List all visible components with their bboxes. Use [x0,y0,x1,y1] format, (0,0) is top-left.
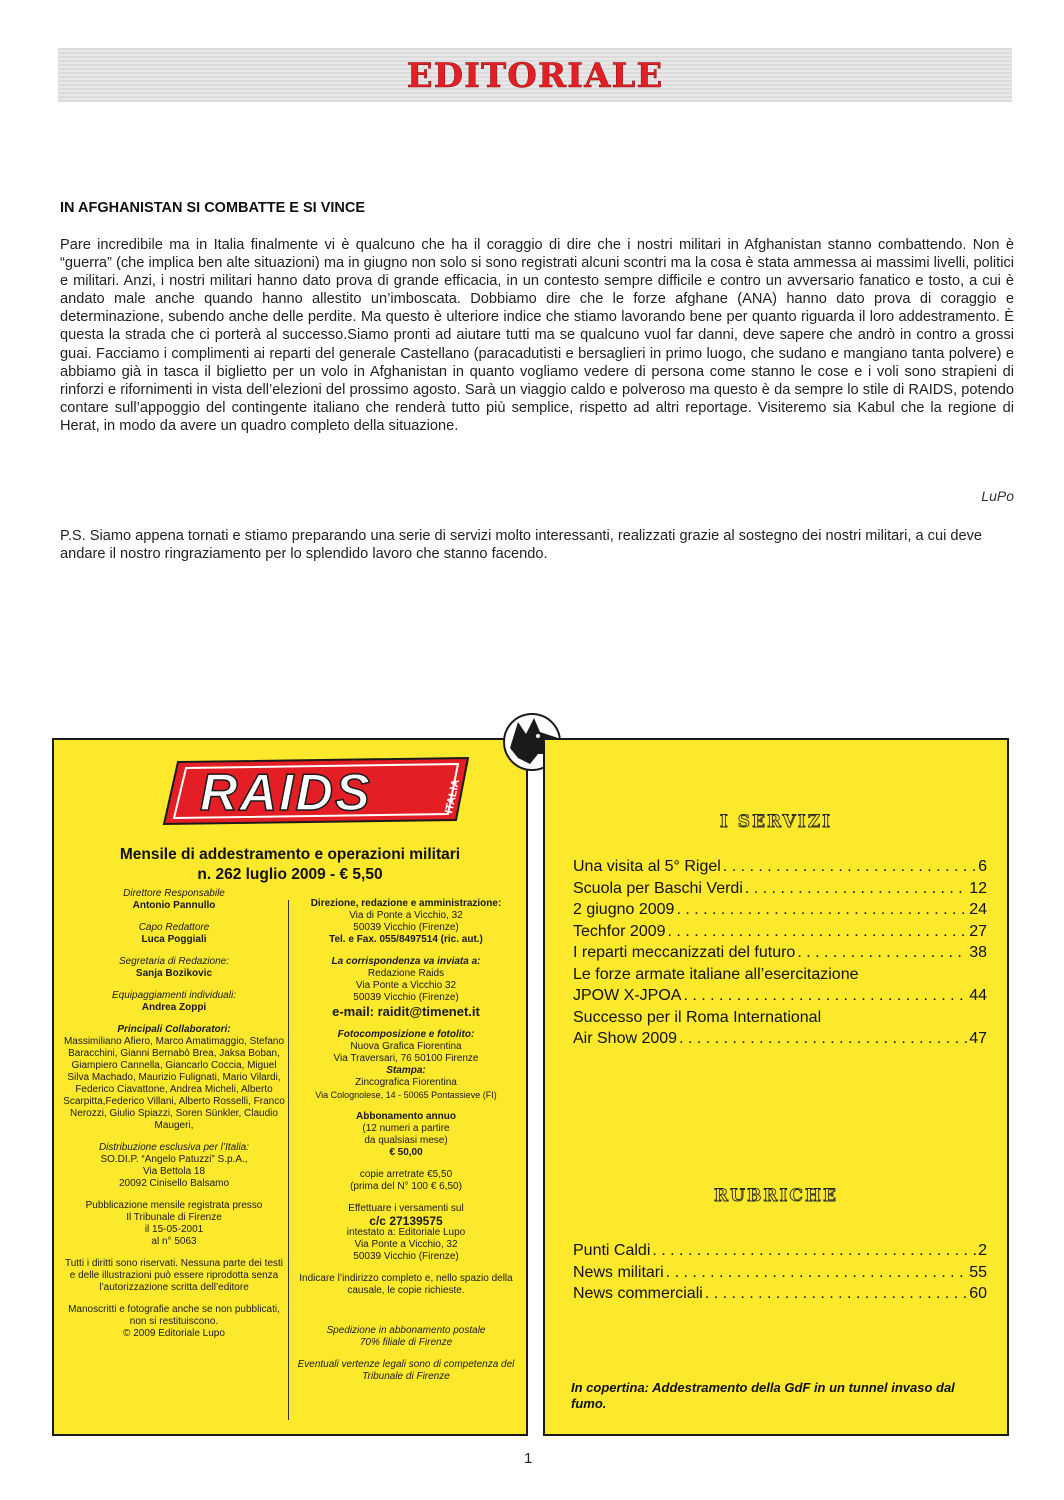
article-title: IN AFGHANISTAN SI COMBATTE E SI VINCE [60,200,366,216]
segreteria-label: Segretaria di Redazione: [118,956,230,967]
capo-label: Capo Redattore [138,922,210,933]
copyright: © 2009 Editoriale Lupo [123,1328,225,1339]
column-divider [288,900,289,1420]
distrib2: Via Bettola 18 [142,1166,206,1177]
equip: Andrea Zoppi [141,1002,207,1013]
article-signature: LuPo [981,488,1014,504]
direttore: Antonio Pannullo [132,900,216,911]
toc-dots [683,985,967,1007]
email: e-mail: raidit@timenet.it [332,1004,480,1019]
toc-item[interactable] [573,856,987,878]
masthead-box [52,738,528,1436]
rubriche-heading: RUBRICHE [714,1186,838,1206]
direzione1: Via di Ponte a Vicchio, 32 [349,910,463,921]
arretrate1: copie arretrate €5,50 [359,1169,453,1180]
toc-dots [666,1262,968,1284]
spedizione2: 70% filiale di Firenze [359,1337,453,1348]
direzione2: 50039 Vicchio (Firenze) [353,922,459,933]
toc-title: JPOW X-JPOA [573,987,682,1004]
toc-dots [723,856,976,878]
toc-page: 38 [969,944,987,961]
registr2: Il Tribunale di Firenze [126,1212,222,1223]
toc-dots [705,1283,967,1305]
registr4: al n° 5063 [151,1236,197,1247]
foto-label: Fotocomposizione e fotolito: [337,1029,475,1040]
corrisp1: Redazione Raids [367,968,445,979]
vertenze: Eventuali vertenze legali sono di competenza del Tribunale di Firenze [297,1359,515,1382]
toc-title: News commerciali [573,1285,703,1302]
abb1: (12 numeri a partire [362,1123,450,1134]
toc-title: I reparti meccanizzati del futuro [573,944,796,961]
stampa-label: Stampa: [386,1065,426,1076]
toc-dots [668,921,968,943]
page-title: EDITORIALE [406,56,664,96]
distrib3: 20092 Cinisello Balsamo [118,1178,230,1189]
toc-page: 12 [969,879,987,897]
header-band [58,48,1012,102]
logo-sub-text: ITALIA [443,778,463,815]
masthead-left-column [62,888,286,1350]
servizi-list [573,856,987,1050]
segreteria: Sanja Bozikovic [135,968,213,979]
toc-box [543,738,1009,1436]
toc-dots [676,899,967,921]
toc-title-line1: Successo per il Roma International [573,1008,822,1026]
page-number: 1 [524,1450,533,1467]
registr1: Pubblicazione mensile registrata presso [85,1200,263,1211]
distrib-label: Distribuzione esclusiva per l’Italia: [98,1142,250,1153]
indicare: Indicare l’indirizzo completo e, nello spazio della causale, le copie richieste. [299,1273,513,1296]
servizi-heading: I SERVIZI [719,812,833,832]
abb-label: Abbonamento annuo [356,1111,456,1122]
corrisp3: 50039 Vicchio (Firenze) [353,992,459,1003]
versamenti1: Effettuare i versamenti sul [348,1203,464,1214]
cover-caption: In copertina: Addestramento della GdF in un tunnel invaso dal fumo. [571,1380,955,1411]
toc-page: 55 [969,1263,987,1281]
toc-page: 6 [978,858,987,875]
toc-title: News militari [573,1263,664,1281]
toc-page: 24 [969,901,987,918]
toc-item[interactable] [573,921,987,943]
collab-label: Principali Collaboratori: [117,1024,231,1035]
versamenti4: Via Ponte a Vicchio, 32 [354,1239,458,1250]
toc-title: 2 giugno 2009 [573,901,675,918]
toc-page: 27 [969,922,987,940]
arretrate2: (prima del N° 100 € 6,50) [350,1181,462,1192]
direttore-label: Direttore Responsabile [123,888,225,899]
versamenti5: 50039 Vicchio (Firenze) [353,1251,459,1262]
distrib1: SO.DI.P. “Angelo Patuzzi” S.p.A., [100,1154,248,1165]
toc-item[interactable] [573,942,987,964]
article-body: Pare incredibile ma in Italia finalmente vi è qualcuno che ha il coraggio di dire che i nostri militari in Afghanistan stanno combattendo. Non è “guerra” (che implica ben alte situazioni) ma in giugno non solo si sono registrati alcuni scontri ma la cosa è stata ammessa ai massimi livelli, politici e militari. Anzi, i nostri militari hanno dato prova di grande efficacia, in un contesto sempre difficile e contro un avversario fanatico e tosto, a cui è andato male anche quando hanno allestito un’imboscata. Dobbiamo dire che le forze afghane (ANA) hanno dato prova di coraggio e determinazione, subendo anche delle perdite. Ma questo è ulteriore indice che stiamo lavorando bene per quanto riguarda il loro addestramento. È questa la strada che ci porterà al successo.Siamo pronti ad aiutare tutti ma se qualcuno vuol far danni, deve sapere che andrò in contro a grossi guai. Facciamo i complimenti ai reparti del generale Castellano (paracadutisti e bersaglieri in primo luogo, che sudano e mangiano tanta polvere) e abbiamo già in tasca il biglietto per un volo in Afghanistan in quanto vogliamo vedere di persona come stanno le cose e i voli sono strapieni di rinforzi e rifornimenti in vista dell’elezioni del prossimo agosto. Sarà un viaggio caldo e polveroso ma questo è da sempre lo stile di RAIDS, potendo contare sull’appoggio del contingente italiano che renderà tutto più semplice, rispetto ad altri reportage. Visiteremo sia Kabul che la regione di Herat, in modo da avere un quadro completo della situazione. [60,237,1014,434]
toc-dots [745,878,967,900]
toc-item[interactable] [573,1262,987,1284]
toc-item[interactable] [573,878,987,900]
masthead-right-column [292,898,520,1393]
toc-dots [797,942,967,964]
equip-label: Equipaggiamenti individuali: [112,990,236,1001]
rubriche-list [573,1240,987,1305]
abb3: € 50,00 [389,1147,423,1158]
collab: Massimiliano Afiero, Marco Amatimaggio, Stefano Baracchini, Gianni Bernabò Brea, Jaksa Boban, Giampiero Cannella, Giancarlo Coccia, Miguel Silva Machado, Maurizio Fulignati, Mario Vilardi, Federico Ciavattone, Andrea Micheli, Alberto Scarpitta,Federico Villani, Alberto Rosselli, Franco Nerozzi, Giulio Spiazzi, Soren Sünkler, Claudio Maugeri, [63,1036,285,1131]
toc-title: Techfor 2009 [573,922,666,940]
abb2: da qualsiasi mese) [364,1135,448,1146]
toc-title: Punti Caldi [573,1242,651,1259]
toc-title: Scuola per Baschi Verdi [573,879,743,897]
versamenti3: intestato a: Editoriale Lupo [346,1227,466,1238]
stampa1: Zincografica Fiorentina [355,1077,457,1088]
toc-page: 47 [969,1030,987,1047]
tel: Tel. e Fax. 055/8497514 (ric. aut.) [329,934,483,945]
capo: Luca Poggiali [141,934,207,945]
logo-main-text: RAIDS [200,764,372,822]
toc-item[interactable] [573,1240,987,1262]
manoscritti: Manoscritti e fotografie anche se non pubblicati, non si restituiscono. [68,1304,280,1327]
corrisp2: Via Ponte a Vicchio 32 [355,980,457,991]
toc-item[interactable] [573,899,987,921]
issue-info: n. 262 luglio 2009 - € 5,50 [197,866,383,883]
registr3: il 15-05-2001 [144,1224,204,1235]
spedizione1: Spedizione in abbonamento postale [326,1325,486,1336]
toc-item[interactable] [573,1283,987,1305]
article-postscript: P.S. Siamo appena tornati e stiamo preparando una serie di servizi molto interessanti, realizzati grazie al sostegno dei nostri militari, a cui deve andare il nostro ringraziamento per lo splendido lavoro che stanno facendo. [60,528,983,563]
toc-title-line1: Le forze armate italiane all’esercitazione [573,965,859,983]
toc-item[interactable] [573,1028,987,1050]
toc-page: 2 [978,1242,987,1259]
toc-page: 44 [969,987,987,1004]
versamenti2: c/c 27139575 [369,1214,443,1228]
toc-item[interactable] [573,985,987,1007]
foto1: Nuova Grafica Fiorentina [350,1041,462,1052]
toc-dots [652,1240,976,1262]
direzione-label: Direzione, redazione e amministrazione: [310,898,502,909]
toc-page: 60 [969,1285,987,1302]
magazine-subtitle: Mensile di addestramento e operazioni militari [119,846,461,863]
stampa2: Via Colognolese, 14 - 50065 Pontassieve (FI) [315,1090,497,1100]
raids-logo [156,756,476,826]
corrisp-label: La corrispondenza va inviata a: [331,956,481,967]
foto2: Via Traversari, 76 50100 Firenze [333,1053,479,1064]
toc-title: Air Show 2009 [573,1030,678,1047]
toc-title: Una visita al 5° Rigel [573,858,721,875]
rights: Tutti i diritti sono riservati. Nessuna parte dei testi e delle illustrazioni può essere riprodotta senza l’autorizzazione scritta dell’editore [64,1258,284,1293]
toc-dots [679,1028,967,1050]
